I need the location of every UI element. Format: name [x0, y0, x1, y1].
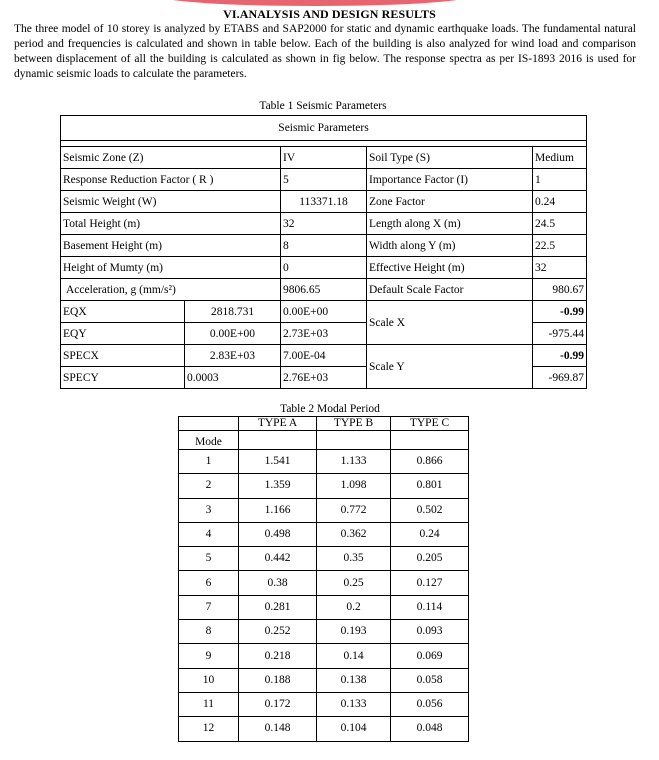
type-b-cell: 0.138 [317, 668, 391, 692]
table-header: Seismic Parameters [61, 116, 587, 141]
param-label: Response Reduction Factor ( R ) [61, 169, 281, 191]
type-c-cell: 0.502 [391, 498, 469, 522]
param-value: 0 [281, 257, 367, 279]
param-label: Acceleration, g (mm/s²) [61, 279, 281, 301]
param-value: 1 [533, 169, 587, 191]
mode-cell: 2 [179, 474, 239, 498]
param-label: Importance Factor (I) [367, 169, 533, 191]
scale-y-label: Scale Y [367, 345, 533, 389]
seismic-parameters-table [60, 115, 587, 389]
type-a-cell: 0.218 [239, 644, 317, 668]
mode-cell: 12 [179, 717, 239, 741]
load-case-value: 2.83E+03 [185, 345, 281, 367]
table-row [179, 474, 469, 498]
type-a-cell: 0.498 [239, 522, 317, 546]
type-a-cell: 1.359 [239, 474, 317, 498]
param-label: Height of Mumty (m) [61, 257, 281, 279]
type-c-cell: 0.048 [391, 717, 469, 741]
mode-cell: 1 [179, 450, 239, 474]
table-row [61, 213, 587, 235]
header-spacer [239, 431, 317, 450]
type-c-cell: 0.093 [391, 620, 469, 644]
header-spacer [391, 431, 469, 450]
intro-paragraph: The three model of 10 storey is analyzed by ETABS and SAP2000 for static and dynamic earthquake loads. The fundamental natural period and frequencies is calculated and shown in table below. Each of the building is also analyzed for wind load and comparison between displacement of all the building is calculated as shown in fig below. The response spectra as per IS-1893 2016 is used for dynamic seismic loads to calculate the parameters. [14, 23, 636, 80]
type-b-cell: 0.133 [317, 692, 391, 716]
type-c-cell: 0.205 [391, 547, 469, 571]
scale-x-value: -975.44 [533, 323, 587, 345]
param-label: Basement Height (m) [61, 235, 281, 257]
type-a-cell: 0.252 [239, 620, 317, 644]
mode-cell: 6 [179, 571, 239, 595]
type-b-cell: 0.193 [317, 620, 391, 644]
load-case-value: 2818.731 [185, 301, 281, 323]
table-row [61, 345, 587, 367]
type-c-cell: 0.069 [391, 644, 469, 668]
param-label: Effective Height (m) [367, 257, 533, 279]
mode-cell: 7 [179, 595, 239, 619]
mode-cell: 5 [179, 547, 239, 571]
table-row [179, 498, 469, 522]
table-row [179, 644, 469, 668]
table-header-row [61, 116, 587, 141]
scale-x-value: -0.99 [533, 301, 587, 323]
section-title: VI.ANALYSIS AND DESIGN RESULTS [223, 7, 436, 21]
type-a-cell: 0.148 [239, 717, 317, 741]
table-row [179, 450, 469, 474]
type-a-cell: 1.541 [239, 450, 317, 474]
load-case-name: SPECY [61, 367, 185, 389]
type-b-cell: 0.35 [317, 547, 391, 571]
table-row [179, 717, 469, 741]
type-b-cell: 0.25 [317, 571, 391, 595]
type-a-cell: 0.172 [239, 692, 317, 716]
param-value: 5 [281, 169, 367, 191]
type-c-cell: 0.114 [391, 595, 469, 619]
param-value: Medium [533, 147, 587, 169]
load-case-name: EQX [61, 301, 185, 323]
table-row [179, 571, 469, 595]
table-row [61, 279, 587, 301]
column-header-type-c: TYPE C [391, 417, 469, 431]
table-row [61, 147, 587, 169]
load-case-name: EQY [61, 323, 185, 345]
table-row [179, 668, 469, 692]
type-c-cell: 0.866 [391, 450, 469, 474]
table-row [179, 692, 469, 716]
mode-cell: 9 [179, 644, 239, 668]
table-row [61, 169, 587, 191]
type-c-cell: 0.056 [391, 692, 469, 716]
load-case-value: 0.0003 [185, 367, 281, 389]
scale-y-value: -0.99 [533, 345, 587, 367]
type-a-cell: 1.166 [239, 498, 317, 522]
load-case-value: 0.00E+00 [185, 323, 281, 345]
type-c-cell: 0.24 [391, 522, 469, 546]
type-b-cell: 1.098 [317, 474, 391, 498]
param-value: 32 [281, 213, 367, 235]
param-value: 9806.65 [281, 279, 367, 301]
table2-caption: Table 2 Modal Period [280, 403, 380, 415]
param-value: 24.5 [533, 213, 587, 235]
type-b-cell: 0.772 [317, 498, 391, 522]
param-value: IV [281, 147, 367, 169]
scale-y-value: -969.87 [533, 367, 587, 389]
param-value: 32 [533, 257, 587, 279]
column-header-type-a: TYPE A [239, 417, 317, 431]
column-header-mode: Mode [179, 431, 239, 450]
table-row [179, 620, 469, 644]
table-row [61, 191, 587, 213]
load-case-value: 2.76E+03 [281, 367, 367, 389]
type-c-cell: 0.058 [391, 668, 469, 692]
modal-period-body [179, 450, 469, 742]
load-case-value: 7.00E-04 [281, 345, 367, 367]
load-case-name: SPECX [61, 345, 185, 367]
type-b-cell: 1.133 [317, 450, 391, 474]
type-a-cell: 0.188 [239, 668, 317, 692]
type-b-cell: 0.104 [317, 717, 391, 741]
column-header-type-b: TYPE B [317, 417, 391, 431]
type-a-cell: 0.38 [239, 571, 317, 595]
table-row [61, 257, 587, 279]
type-c-cell: 0.127 [391, 571, 469, 595]
param-label: Length along X (m) [367, 213, 533, 235]
param-value: 22.5 [533, 235, 587, 257]
table-header-row [179, 431, 469, 450]
param-label: Total Height (m) [61, 213, 281, 235]
modal-period-table [178, 416, 469, 742]
load-case-value: 0.00E+00 [281, 301, 367, 323]
table1-caption: Table 1 Seismic Parameters [259, 100, 387, 112]
mode-cell: 11 [179, 692, 239, 716]
table-header-row [179, 417, 469, 431]
column-header-blank [179, 417, 239, 431]
type-a-cell: 0.442 [239, 547, 317, 571]
param-value: 0.24 [533, 191, 587, 213]
type-a-cell: 0.281 [239, 595, 317, 619]
mode-cell: 3 [179, 498, 239, 522]
table-row [179, 522, 469, 546]
header-spacer [317, 431, 391, 450]
type-b-cell: 0.2 [317, 595, 391, 619]
param-label: Zone Factor [367, 191, 533, 213]
param-label: Seismic Zone (Z) [61, 147, 281, 169]
table-row [61, 301, 587, 323]
mode-cell: 10 [179, 668, 239, 692]
type-c-cell: 0.801 [391, 474, 469, 498]
mode-cell: 4 [179, 522, 239, 546]
table-row [179, 595, 469, 619]
param-value: 113371.18 [281, 191, 367, 213]
param-label: Seismic Weight (W) [61, 191, 281, 213]
load-case-value: 2.73E+03 [281, 323, 367, 345]
type-b-cell: 0.14 [317, 644, 391, 668]
param-value: 980.67 [533, 279, 587, 301]
table-row [179, 547, 469, 571]
table-row [61, 235, 587, 257]
param-label: Soil Type (S) [367, 147, 533, 169]
param-label: Default Scale Factor [367, 279, 533, 301]
type-b-cell: 0.362 [317, 522, 391, 546]
param-value: 8 [281, 235, 367, 257]
mode-cell: 8 [179, 620, 239, 644]
param-label: Width along Y (m) [367, 235, 533, 257]
scale-x-label: Scale X [367, 301, 533, 345]
decorative-highlight [160, 0, 470, 6]
